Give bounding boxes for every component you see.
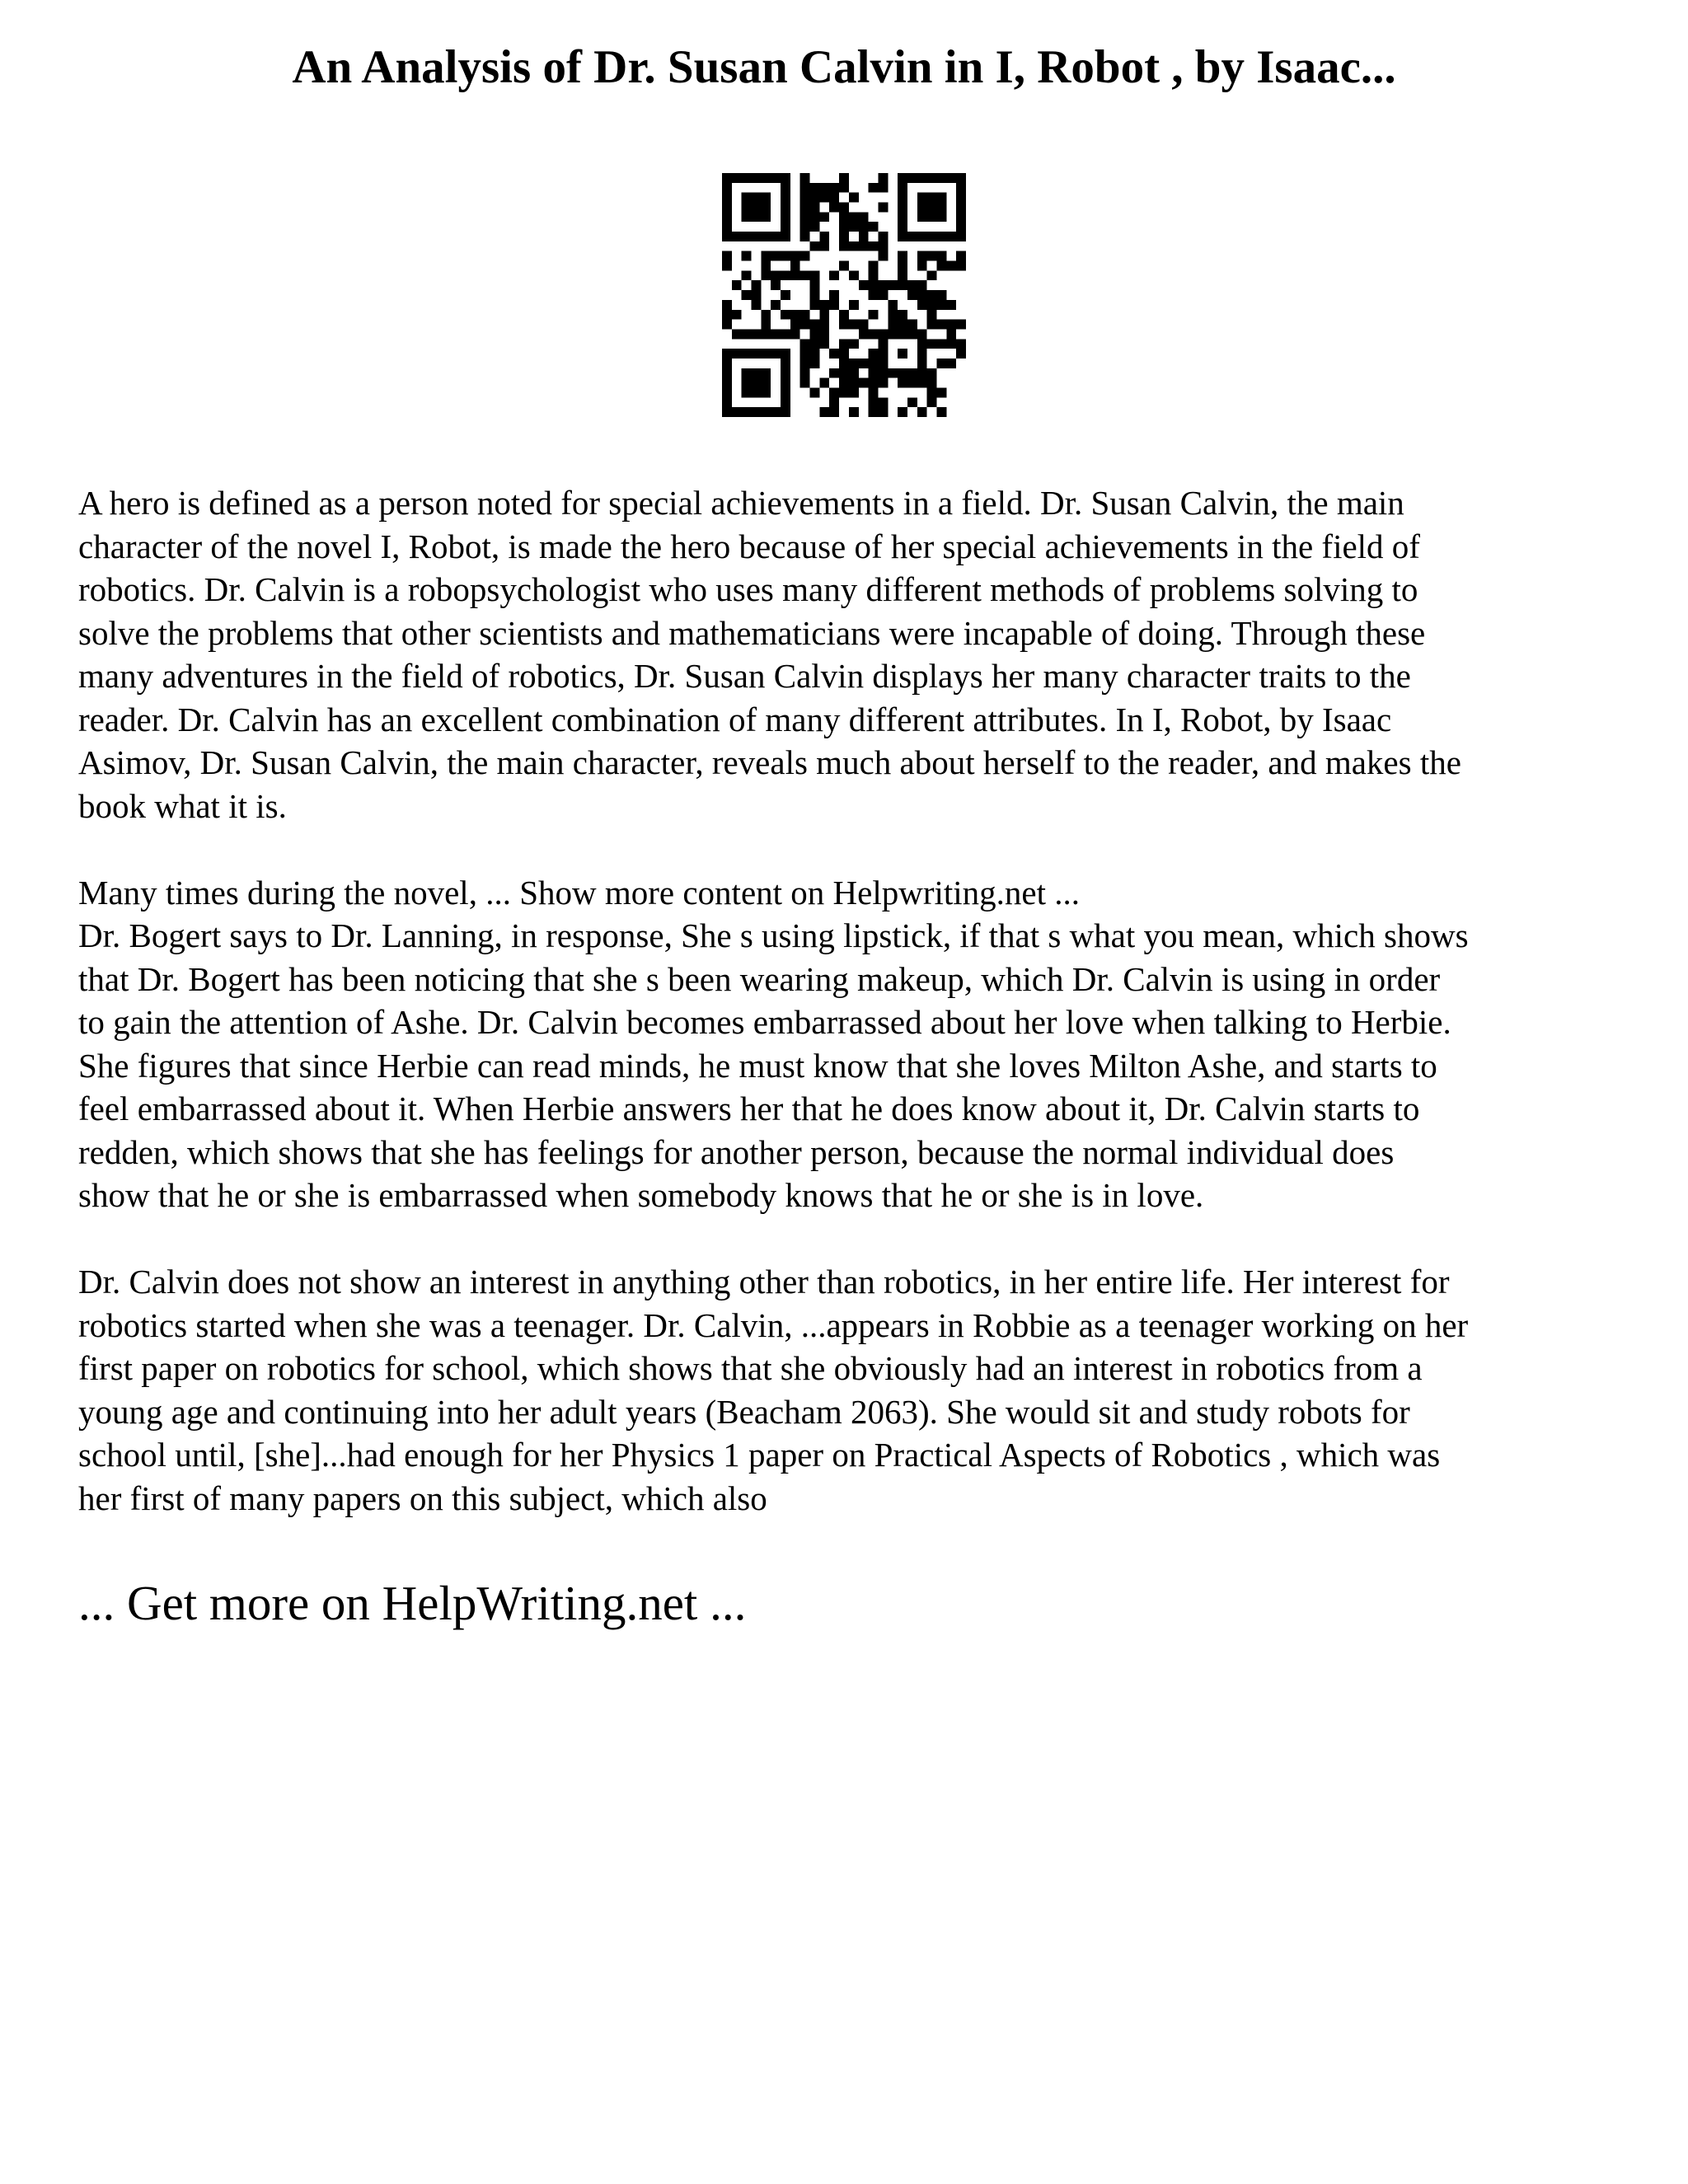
paragraph-line: that Dr. Bogert has been noticing that she s been wearing makeup, which Dr. Calvin is using in order — [78, 959, 1441, 998]
paragraph-line: many adventures in the field of robotics, Dr. Susan Calvin displays her many character traits to the — [78, 657, 1411, 695]
paragraph — [78, 481, 1644, 827]
paragraph-line: book what it is. — [78, 786, 287, 825]
paragraph — [78, 871, 1644, 1217]
paragraph-line: solve the problems that other scientists and mathematicians were incapable of doing. Through these — [78, 613, 1426, 652]
paragraph-line: Dr. Bogert says to Dr. Lanning, in response, She s using lipstick, if that s what you mean, which shows — [78, 916, 1469, 954]
paragraph-line: She figures that since Herbie can read minds, he must know that she loves Milton Ashe, and starts to — [78, 1046, 1437, 1085]
qr-code-graphic — [722, 173, 966, 417]
paragraph-line: Asimov, Dr. Susan Calvin, the main character, reveals much about herself to the reader, and makes the — [78, 743, 1461, 781]
paragraph-line: her first of many papers on this subject, which also — [78, 1479, 767, 1517]
get-more-link[interactable]: ... Get more on HelpWriting.net ... — [78, 1576, 747, 1630]
paragraph-line: robotics started when she was a teenager. Dr. Calvin, ...appears in Robbie as a teenager working on her — [78, 1305, 1469, 1344]
paragraph-line: redden, which shows that she has feelings for another person, because the normal individual does — [78, 1132, 1395, 1171]
paragraph-line: to gain the attention of Ashe. Dr. Calvin becomes embarrassed about her love when talking to Herbie. — [78, 1003, 1451, 1041]
article-body — [78, 481, 1644, 1563]
paragraph-line: reader. Dr. Calvin has an excellent combination of many different attributes. In I, Robot, by Isaac — [78, 700, 1392, 738]
paragraph-line: show that he or she is embarrassed when somebody knows that he or she is in love. — [78, 1176, 1204, 1214]
qr-code-image[interactable] — [722, 173, 966, 417]
paragraph-line: robotics. Dr. Calvin is a robopsychologist who uses many different methods of problems solving to — [78, 570, 1418, 608]
paragraph-line: school until, [she]...had enough for her Physics 1 paper on Practical Aspects of Robotics , which was — [78, 1436, 1441, 1474]
paragraph-line: Dr. Calvin does not show an interest in anything other than robotics, in her entire life. Her interest for — [78, 1263, 1450, 1301]
paragraph — [78, 1260, 1644, 1520]
paragraph-line: Many times during the novel, ... Show more content on Helpwriting.net ... — [78, 873, 1081, 912]
paragraph-line: first paper on robotics for school, which shows that she obviously had an interest in robotics from a — [78, 1349, 1423, 1387]
paragraph-line: character of the novel I, Robot, is made the hero because of her special achievements in the field of — [78, 527, 1420, 565]
paragraph-line: young age and continuing into her adult years (Beacham 2063). She would sit and study robots for — [78, 1392, 1410, 1431]
document-title: An Analysis of Dr. Susan Calvin in I, Robot , by Isaac... — [292, 41, 1396, 93]
paragraph-line: feel embarrassed about it. When Herbie answers her that he does know about it, Dr. Calvin starts to — [78, 1090, 1420, 1127]
paragraph-line: A hero is defined as a person noted for special achievements in a field. Dr. Susan Calvin, the main — [78, 484, 1404, 522]
